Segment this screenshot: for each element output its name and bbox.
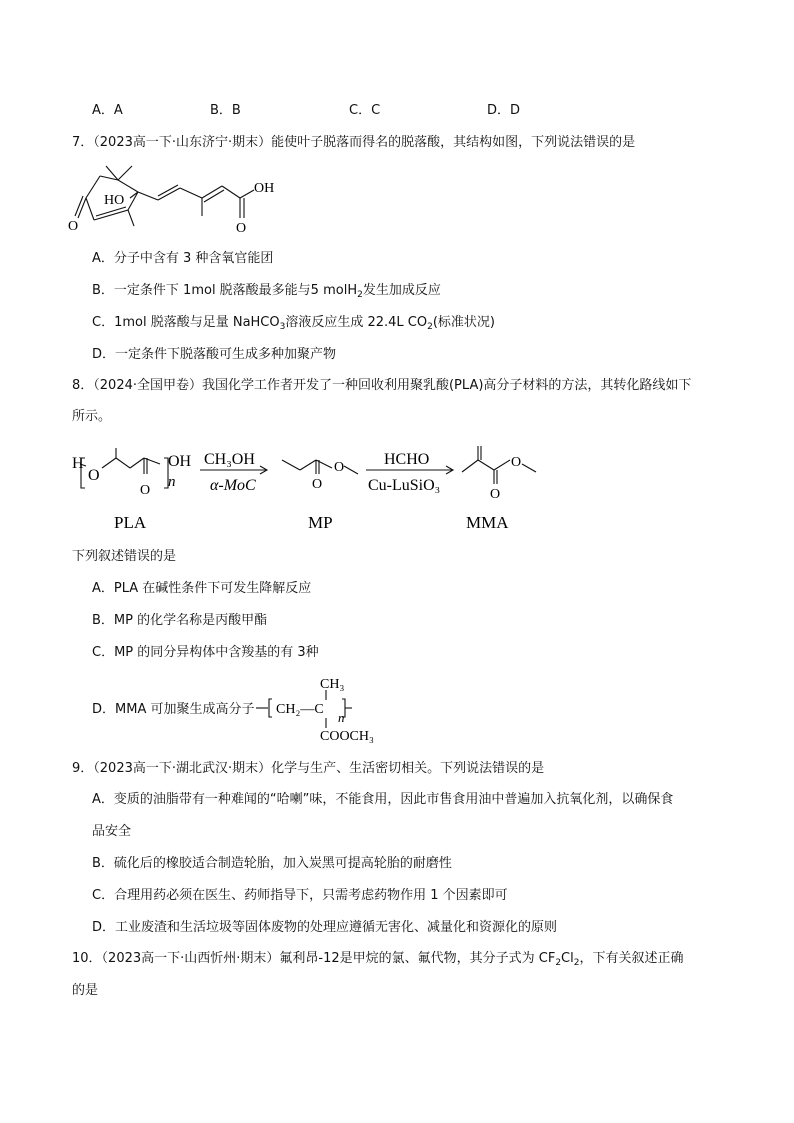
repeat-n-label: n	[168, 474, 176, 490]
q8-lead: 下列叙述错误的是	[72, 549, 177, 564]
pmma-polymer-structure	[252, 672, 392, 744]
pla-ester-o-label: O	[88, 467, 100, 484]
q9-option-a-line2: 品安全	[92, 824, 132, 839]
q6-option-b: B．B	[210, 103, 241, 118]
mma-carbonyl-o-label: O	[490, 487, 501, 502]
q10-stem-tail: ，下有关叙述正确	[579, 951, 684, 966]
pla-h-label: H	[72, 455, 84, 472]
mma-ester-o-label: O	[511, 455, 522, 470]
q9-option-a-line1: A．变质的油脂带有一种难闻的“哈喇”味，不能食用，因此市售食用油中普遍加入抗氧化剂，以确保食	[92, 792, 674, 807]
q9-option-b: B．硫化后的橡胶适合制造轮胎，加入炭黑可提高轮胎的耐磨性	[92, 856, 452, 871]
q7-option-d: D．一定条件下脱落酸可生成多种加聚产物	[92, 347, 337, 362]
hydroxyl-label: HO	[104, 193, 125, 208]
q7-stem: 7．（2023高一下·山东济宁·期末）能使叶子脱落而得名的脱落酸，其结构如图，下列说法错误的是	[72, 135, 636, 150]
mp-label: MP	[308, 513, 333, 532]
q8-option-b: B．MP 的化学名称是丙酸甲酯	[92, 613, 268, 628]
polymer-ester-label: COOCH₃	[320, 729, 374, 744]
subscript: 2	[573, 958, 580, 968]
q7-option-c-mid: 溶液反应生成 22.4L CO	[285, 315, 428, 330]
pla-carbonyl-o-label: O	[140, 483, 151, 498]
formula-cl: Cl	[561, 951, 574, 966]
subscript: 3	[279, 322, 286, 332]
q8-option-c: C．MP 的同分异构体中含羧基的有 3种	[92, 645, 319, 660]
q9-option-c: C．合理用药必须在医生、药师指导下，只需考虑药物作用 1 个因素即可	[92, 888, 508, 903]
abscisic-acid-structure	[68, 158, 298, 240]
mp-carbonyl-o-label: O	[312, 477, 323, 492]
q7-option-c	[92, 314, 495, 332]
polymer-n-label: n	[338, 710, 345, 725]
q7-option-b-text: B．一定条件下 1mol 脱落酸最多能与5 molH	[92, 283, 358, 298]
q7-option-b-tail: 发生加成反应	[362, 283, 441, 298]
mma-label: MMA	[466, 513, 509, 532]
ketone-o-label: O	[68, 219, 79, 234]
q8-stem-line2: 所示。	[72, 409, 112, 424]
q9-option-d: D．工业废渣和生活垃圾等固体废物的处理应遵循无害化、减量化和资源化的原则	[92, 920, 558, 935]
pla-label: PLA	[114, 513, 147, 532]
q6-option-a: A．A	[92, 103, 123, 118]
carboxyl-oh-label: OH	[254, 181, 275, 196]
reagent2-bottom: Cu-LuSiO₃	[368, 477, 441, 494]
polymer-backbone-label: CH₂—C	[276, 702, 324, 717]
q9-stem: 9．（2023高一下·湖北武汉·期末）化学与生产、生活密切相关。下列说法错误的是	[72, 761, 545, 776]
subscript: 2	[357, 290, 363, 300]
reagent1-bottom: α-MoC	[210, 477, 256, 494]
reagent1-top: CH₃OH	[204, 451, 255, 468]
q7-option-a: A．分子中含有 3 种含氧官能团	[92, 251, 274, 266]
q6-option-d: D．D	[487, 103, 521, 118]
q7-option-b	[92, 282, 441, 300]
pla-oh-label: OH	[168, 453, 192, 470]
q7-option-c-text: C．1mol 脱落酸与足量 NaHCO	[92, 315, 280, 330]
mp-ester-o-label: O	[334, 460, 345, 475]
q7-option-c-tail: (标准状况)	[432, 315, 496, 330]
q10-stem-text: 10．（2023高一下·山西忻州·期末）氟利昂-12是甲烷的氯、氟代物，其分子式为 CF	[72, 951, 556, 966]
q8-stem-line1: 8．（2024·全国甲卷）我国化学工作者开发了一种回收利用聚乳酸(PLA)高分子材料的方法，其转化路线如下	[72, 378, 692, 393]
q10-stem-line1	[72, 950, 684, 968]
q8-option-a: A．PLA 在碱性条件下可发生降解反应	[92, 581, 312, 596]
q10-stem-line2: 的是	[72, 983, 99, 998]
carbonyl-o-label: O	[236, 221, 247, 236]
subscript: 2	[555, 958, 562, 968]
pla-conversion-scheme	[68, 444, 558, 536]
polymer-ch3-label: CH₃	[320, 677, 345, 692]
q8-option-d: D．MMA 可加聚生成高分子	[92, 702, 255, 717]
reagent2-top: HCHO	[384, 451, 430, 468]
q6-option-c: C．C	[349, 103, 381, 118]
subscript: 2	[427, 322, 433, 332]
